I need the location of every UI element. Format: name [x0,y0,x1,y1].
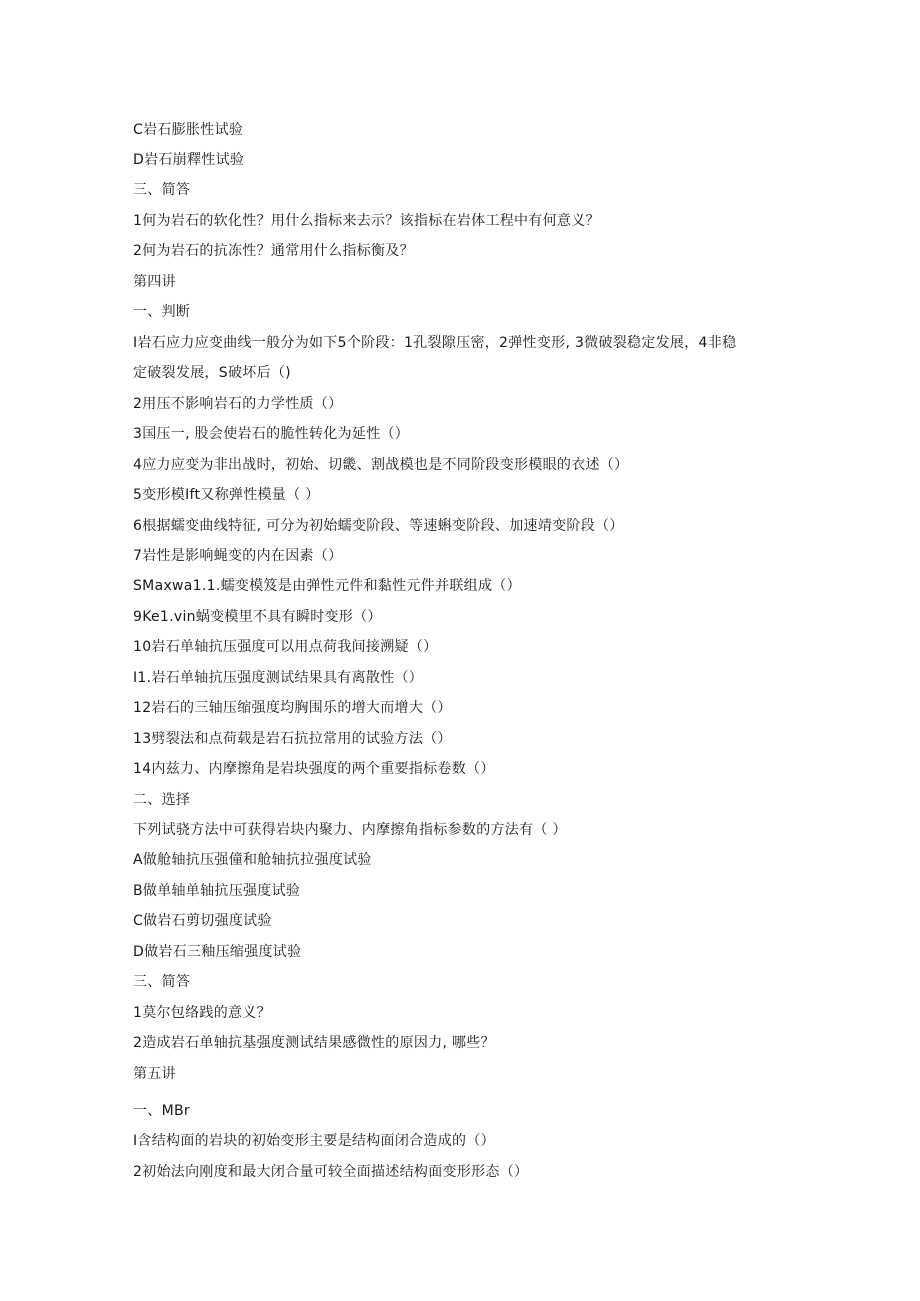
section-heading: 三、简答 [133,974,191,990]
statement: 4应力应变为非出战时，初始、切畿、割战模也是不同阶段变形模眼的衣述（） [133,457,629,473]
question: 1何为岩石的软化性？用什么指标来去示？该指标在岩体工程中有何意义？ [133,213,600,229]
statement: 10岩石单轴抗压强度可以用点荷我间接溯疑（） [133,639,438,655]
statement: 9Ke1.vin蜗变模里不具有瞬时变形（） [133,609,382,625]
statement: 2用压不影响岩石的力学性质（） [133,396,343,412]
section-heading: 一、MBr [133,1103,190,1119]
section-heading: 二、选择 [133,792,191,808]
statement: 2初始法向刚度和最大闭合量可较全面描述结构面变形形态（） [133,1164,529,1180]
statement: 6根据蠕变曲线特征, 可分为初始蠕变阶段、等速蝌变阶段、加速靖变阶段（） [133,518,624,534]
question: 1莫尔包络践的意义？ [133,1005,271,1021]
section-heading: 三、简答 [133,182,191,198]
option-b: B做单轴单轴抗压强度试验 [133,883,301,899]
option-d: D岩石崩釋性试验 [133,152,245,168]
statement: I含结构面的岩块的初始变形主要是结构面闭合造成的（） [133,1133,495,1149]
option-c: C做岩石剪切强度试验 [133,913,272,929]
statement: 12岩石的三轴压缩强度均胸围乐的增大而增大（） [133,700,452,716]
statement-continuation: 定破裂发展，S破坏后（) [133,365,291,381]
statement: 14内兹力、内摩擦角是岩块强度的两个重要指标卷数（） [133,761,495,777]
statement: 13劈裂法和点荷载是岩石抗拉常用的试验方法（） [133,731,452,747]
statement: I1.岩石单轴抗压强度测试结果具有离散性（） [133,670,424,686]
statement: 5变形模Ift又称弹性模量（ ） [133,487,320,503]
option-c: C岩石膨胀性试验 [133,122,244,138]
question: 2造成岩石单轴抗基强度测试结果感微性的原因力, 哪些？ [133,1035,495,1051]
question: 下列试骁方法中可获得岩块内聚力、内摩擦角指标参数的方法有（ ） [133,822,567,838]
option-a: A做舱轴抗压强僮和舱轴抗拉强度试验 [133,852,372,868]
statement: 7岩性是影响蝇变的内在因素（） [133,548,343,564]
question: 2何为岩石的抗冻性？通常用什么指标衡及？ [133,243,414,259]
statement: 3国压一, 股会使岩石的脆性转化为延性（） [133,426,410,442]
statement: I岩石应力应变曲线一般分为如下5个阶段：1孔裂隙压密，2弹性变形, 3微破裂稳定发展，4非稳 [133,335,737,351]
statement: SMaxwa1.1.蠕变模笈是由弹性元件和黏性元件并联组成（） [133,578,521,594]
lecture-heading: 第四讲 [133,274,176,290]
option-d: D做岩石三釉压缩强度试验 [133,944,302,960]
lecture-heading: 第五讲 [133,1066,176,1082]
section-heading: 一、判断 [133,304,191,320]
